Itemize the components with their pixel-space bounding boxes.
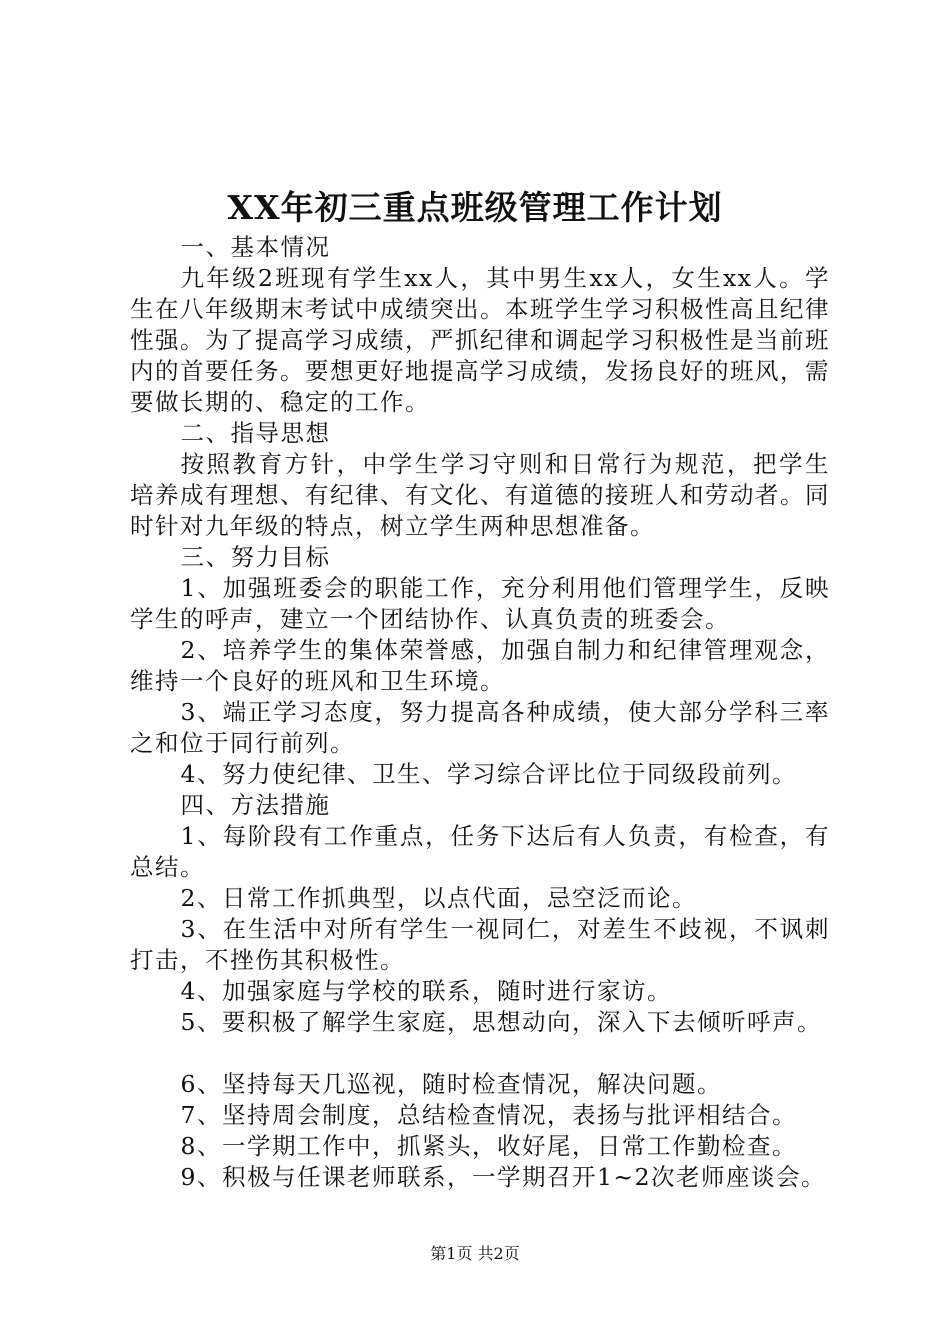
section-heading-goals: 三、努力目标 bbox=[180, 543, 331, 571]
goal-item-4: 4、努力使纪律、卫生、学习综合评比位于同级段前列。 bbox=[180, 760, 797, 788]
method-item-5: 5、要积极了解学生家庭，思想动向，深入下去倾听呼声。 bbox=[180, 1008, 822, 1036]
goal-item-1: 1、加强班委会的职能工作，充分利用他们管理学生，反映学生的呼声，建立一个团结协作、认真负责的班委会。 bbox=[130, 574, 830, 633]
method-item-7: 7、坚持周会制度，总结检查情况，表扬与批评相结合。 bbox=[180, 1101, 797, 1129]
method-item-1: 1、每阶段有工作重点，任务下达后有人负责，有检查，有总结。 bbox=[130, 822, 830, 881]
section-heading-basic-situation: 一、基本情况 bbox=[180, 233, 331, 261]
method-item-3: 3、在生活中对所有学生一视同仁，对差生不歧视，不讽刺打击，不挫伤其积极性。 bbox=[130, 915, 830, 974]
method-item-9: 9、积极与任课老师联系，一学期召开1~2次老师座谈会。 bbox=[180, 1163, 827, 1191]
page-footer: 第1页 共2页 bbox=[430, 1244, 520, 1263]
method-item-2: 2、日常工作抓典型，以点代面，忌空泛而论。 bbox=[180, 884, 697, 912]
paragraph-basic-situation: 九年级2班现有学生xx人，其中男生xx人，女生xx人。学生在八年级期末考试中成绩突出。本班学生学习积极性高且纪律性强。为了提高学习成绩，严抓纪律和调起学习积极性是当前班内的首要任务。要想更好地提高学习成绩，发扬良好的班风，需要做长期的、稳定的工作。 bbox=[130, 264, 830, 416]
paragraph-guiding-thought: 按照教育方针，中学生学习守则和日常行为规范，把学生培养成有理想、有纪律、有文化、有道德的接班人和劳动者。同时针对九年级的特点，树立学生两种思想准备。 bbox=[130, 450, 830, 540]
document-title: XX年初三重点班级管理工作计划 bbox=[227, 188, 723, 227]
method-item-6: 6、坚持每天几巡视，随时检查情况，解决问题。 bbox=[180, 1070, 722, 1098]
section-heading-methods: 四、方法措施 bbox=[180, 791, 331, 819]
goal-item-3: 3、端正学习态度，努力提高各种成绩，使大部分学科三率之和位于同行前列。 bbox=[130, 698, 830, 757]
goal-item-2: 2、培养学生的集体荣誉感，加强自制力和纪律管理观念，维持一个良好的班风和卫生环境。 bbox=[130, 636, 830, 695]
document-body bbox=[130, 232, 830, 1193]
method-item-4: 4、加强家庭与学校的联系，随时进行家访。 bbox=[180, 977, 672, 1005]
section-heading-guiding-thought: 二、指导思想 bbox=[180, 419, 331, 447]
method-item-8: 8、一学期工作中，抓紧头，收好尾，日常工作勤检查。 bbox=[180, 1132, 797, 1160]
